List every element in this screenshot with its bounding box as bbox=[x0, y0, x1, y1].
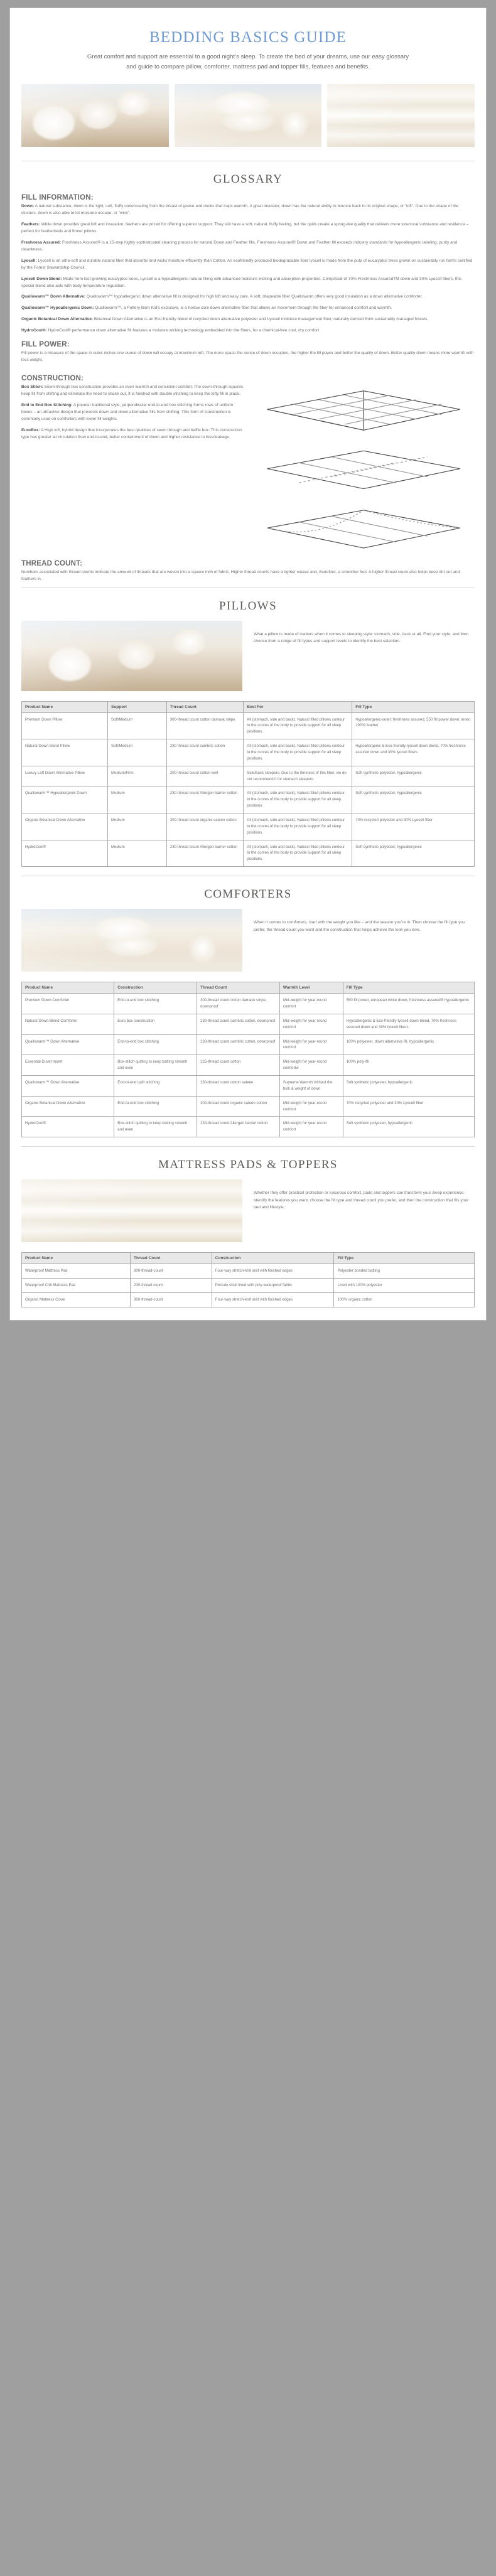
fill-power-text: Fill power is a measure of the space in cubic inches one ounce of down will occupy at maximum loft. The more space the ounce of down occupies, the higher the fill power and better the quality of down. Better quality down means more warmth with less weight. bbox=[21, 351, 474, 363]
table-row bbox=[22, 1117, 475, 1137]
table-row bbox=[22, 1076, 475, 1097]
cell-thread-count: 230-thread count cambric cotton, downproof bbox=[197, 1034, 280, 1055]
divider bbox=[21, 1146, 475, 1147]
pillows-table bbox=[21, 701, 475, 867]
table-header-row bbox=[22, 982, 475, 994]
construction-diagram bbox=[252, 380, 475, 550]
cell-product: Quallowarm™ Down Alternative bbox=[22, 1076, 114, 1097]
term: Quallowarm™ Down Alternative: bbox=[21, 294, 85, 299]
term: Lyocell Down Blend: bbox=[21, 276, 62, 281]
definition: Quallowarm™, a Pottery Barn Kid’s exclusive, is a hollow core down alternative fiber that allows air movement through the fiber for enhanced comfort and warmth. bbox=[94, 306, 392, 311]
cell-product: Luxury Loft Down Alternative Pillow bbox=[22, 766, 108, 786]
column-header: Thread Count bbox=[197, 982, 280, 994]
cell-fill-type: Soft synthetic polyester, hypoallergenic bbox=[352, 840, 475, 867]
table-row bbox=[22, 813, 475, 840]
cell-construction: Percale shell lined with poly-waterproof fabric bbox=[212, 1279, 334, 1293]
cell-best-for: All (stomach, side and back). Natural filled pillows contour to the curves of the body to provide support for all sleep positions. bbox=[244, 712, 352, 739]
cell-support: Medium/Firm bbox=[107, 766, 166, 786]
cell-fill-type: Polyester bonded batting bbox=[334, 1264, 475, 1279]
column-header: Construction bbox=[114, 982, 197, 994]
glossary-title: GLOSSARY bbox=[213, 173, 283, 186]
comforters-table bbox=[21, 982, 475, 1137]
glossary-entry bbox=[21, 427, 244, 441]
column-header: Fill Type bbox=[343, 982, 474, 994]
table-row bbox=[22, 1096, 475, 1117]
comforters-section-photo bbox=[21, 909, 242, 972]
table-row bbox=[22, 840, 475, 867]
table-row bbox=[22, 1279, 475, 1293]
column-header: Best For bbox=[244, 701, 352, 712]
comforters-title: COMFORTERS bbox=[204, 888, 292, 901]
table-row bbox=[22, 1292, 475, 1307]
definition: Sewn-through box construction provides an even warmth and consistent comfort. The sewn-through squares keep fill from shifting and eliminate the need to shake out. It is finished with double stitching to keep the lofty fill in place. bbox=[21, 385, 244, 396]
column-header: Thread Count bbox=[131, 1253, 212, 1264]
table-row bbox=[22, 786, 475, 813]
cell-product: HydroCool® bbox=[22, 840, 108, 867]
page-title: BEDDING BASICS GUIDE bbox=[149, 29, 347, 46]
cell-construction: End-to-end box stitching bbox=[114, 1034, 197, 1055]
cell-product: HydroCool® bbox=[22, 1117, 114, 1137]
thread-count-text: Numbers associated with thread counts indicate the amount of threads that are woven into a square inch of fabric. Higher thread counts have a tighter weave and, therefore, a smoother feel. A higher thread count also helps keep dirt out and feathers in. bbox=[21, 569, 460, 581]
cell-construction: Four-way stretch-knit skirt with finished edges bbox=[212, 1292, 334, 1307]
cell-warmth-level: Mid-weight for year-round comfort bbox=[279, 1034, 343, 1055]
cell-fill-type: Soft synthetic polyester, hypoallergenic bbox=[343, 1117, 474, 1137]
term: HydroCool®: bbox=[21, 328, 47, 333]
cell-fill-type: 70% recycled polyester and 30% Lyocell fiber bbox=[343, 1096, 474, 1117]
glossary-section bbox=[10, 173, 486, 582]
cell-support: Soft/Medium bbox=[107, 739, 166, 766]
cell-thread-count: 230-thread count Allergen barrier cotton bbox=[166, 786, 244, 813]
cell-thread-count: 230-thread count cotton sateen bbox=[197, 1076, 280, 1097]
cell-product: Quallowarm™ Down Alternative bbox=[22, 1034, 114, 1055]
cell-warmth-level: Mid-weight for year-round comfort bbox=[279, 1117, 343, 1137]
table-row bbox=[22, 1014, 475, 1034]
cell-construction: Box-stitch quilting to keep batting smooth and even bbox=[114, 1055, 197, 1076]
term: End to End Box Stitching: bbox=[21, 402, 73, 407]
definition: Freshness Assured® is a 15-step highly sophisticated cleaning process for natural Down and Feather fills. Freshness Assured® Down and Feather fill exceeds industry standards for hypoallergenic labeling, purity and cleanliness. bbox=[21, 240, 458, 252]
term: EuroBox: bbox=[21, 427, 40, 432]
cell-thread-count: 225-thread count cotton bbox=[197, 1055, 280, 1076]
cell-thread-count: 300-thread count organic sateen cotton bbox=[166, 813, 244, 840]
cell-construction: Box-stitch quilting to keep batting smooth and even bbox=[114, 1117, 197, 1137]
document-page bbox=[9, 8, 487, 1321]
cell-warmth-level: Mid-weight for year-round comfort bbox=[279, 994, 343, 1014]
table-row bbox=[22, 739, 475, 766]
pillows-title: PILLOWS bbox=[218, 599, 278, 613]
cell-fill-type: Lined with 100% polyester bbox=[334, 1279, 475, 1293]
glossary-entry bbox=[21, 258, 475, 272]
definition: Botanical Down Alternative is an Eco-friendly blend of recycled down alternative polyester and Lyocell moisture management fiber, naturally derived from sustainably managed forests. bbox=[93, 317, 429, 322]
cell-best-for: All (stomach, side and back). Natural filled pillows contour to the curves of the body to provide support for all sleep positions. bbox=[244, 786, 352, 813]
cell-product: Organic Mattress Cover bbox=[22, 1292, 131, 1307]
cell-thread-count: 300-thread count organic sateen cotton bbox=[197, 1096, 280, 1117]
column-header: Product Name bbox=[22, 701, 108, 712]
cell-product: Premium Down Pillow bbox=[22, 712, 108, 739]
cell-support: Medium bbox=[107, 813, 166, 840]
cell-product: Organic Botanical Down Alternative bbox=[22, 1096, 114, 1117]
cell-construction: Four-way stretch-knit skirt with finished edges bbox=[212, 1264, 334, 1279]
cell-best-for: All (stomach, side and back). Natural filled pillows contour to the curves of the body to provide support for all sleep positions. bbox=[244, 840, 352, 867]
cell-fill-type: Hypoallergenic-outer: freshness assured, 550 fill power down; inner: 100% feather bbox=[352, 712, 475, 739]
cell-thread-count: 200-thread count cotton-twill bbox=[166, 766, 244, 786]
term: Down: bbox=[21, 204, 35, 209]
cell-fill-type: 100% polyester, down alternative fill, hypoallergenic bbox=[343, 1034, 474, 1055]
fill-information-entries bbox=[21, 203, 475, 335]
definition: HydroCool® performance down alternative fill features a moisture wicking technology embedded into the fibers, for a chemical-free cool, dry comfort. bbox=[46, 328, 320, 333]
cell-best-for: All (stomach, side and back). Natural filled pillows contour to the curves of the body to provide support for all sleep positions. bbox=[244, 813, 352, 840]
table-row bbox=[22, 712, 475, 739]
glossary-entry bbox=[21, 316, 475, 323]
glossary-entry bbox=[21, 294, 475, 301]
cell-best-for: Side/back sleepers. Due to the firmness of this fiber, we do not recommend it for stomach sleepers. bbox=[244, 766, 352, 786]
thread-count-heading: THREAD COUNT: bbox=[21, 559, 83, 567]
cell-fill-type: 70% recycled polyester and 30% Lyocell fiber bbox=[352, 813, 475, 840]
glossary-entry bbox=[21, 222, 475, 235]
page-subtitle: Great comfort and support are essential to a good night’s sleep. To create the bed of your dreams, use our easy glossary and guide to compare pillow, comforter, mattress pad and topper fills, features and benefits. bbox=[87, 53, 409, 70]
term: Feathers: bbox=[21, 222, 40, 227]
pillows-section-photo bbox=[21, 621, 242, 691]
table-row bbox=[22, 1264, 475, 1279]
cell-fill-type: 100% poly-fill bbox=[343, 1055, 474, 1076]
column-header: Product Name bbox=[22, 982, 114, 994]
term: Quallowarm™ Hypoallergenic Down: bbox=[21, 306, 94, 311]
cell-product: Waterproof Mattress Pad bbox=[22, 1264, 131, 1279]
cell-warmth-level: Supreme Warmth without the bulk & weight of down bbox=[279, 1076, 343, 1097]
cell-product: Waterproof Crib Mattress Pad bbox=[22, 1279, 131, 1293]
definition: Quallowarm™ hypoallergenic down alternative fill is designed for high loft and easy care. A soft, drapeable fiber Quallowarm offers very good insulation as a down alternative comforter. bbox=[85, 294, 423, 299]
cell-product: Premium Down Comforter bbox=[22, 994, 114, 1014]
cell-warmth-level: Mid-weight for year-round comfort bbox=[279, 1014, 343, 1034]
term: Lyocell: bbox=[21, 258, 37, 263]
definition: A popular traditional style, perpendicular end-to-end box stitching forms rows of uniform boxes – an attractive design that prevents down and down alternative fills from shifting. This form of construction is commonly used on comforters with lower fill weights. bbox=[21, 402, 234, 421]
pillows-section bbox=[10, 599, 486, 867]
cell-fill-type: Soft synthetic polyester, hypoallergenic bbox=[352, 786, 475, 813]
cell-warmth-level: Mid-weight for year-round comfort bbox=[279, 1096, 343, 1117]
construction-heading: CONSTRUCTION: bbox=[21, 375, 84, 383]
cell-thread-count: 300-thread count cotton damask stripe, downproof bbox=[197, 994, 280, 1014]
mattress-table bbox=[21, 1252, 475, 1307]
construction-block bbox=[21, 368, 475, 554]
fill-information-heading: FILL INFORMATION: bbox=[21, 194, 94, 202]
cell-support: Soft/Medium bbox=[107, 712, 166, 739]
column-header: Fill Type bbox=[352, 701, 475, 712]
mattress-section-photo bbox=[21, 1179, 242, 1242]
cell-thread-count: 230-thread count cambric cotton, downproof bbox=[197, 1014, 280, 1034]
column-header: Product Name bbox=[22, 1253, 131, 1264]
cell-product: Essential Duvet Insert bbox=[22, 1055, 114, 1076]
cell-thread-count: 230-thread count Allergen barrier cotton bbox=[166, 840, 244, 867]
cell-thread-count: 230-thread count Allergen barrier cotton bbox=[197, 1117, 280, 1137]
glossary-entry bbox=[21, 328, 475, 335]
definition: Made from fast-growing eucalyptus trees, Lyocell is a hypoallergenic natural filling with advanced moisture wicking and absorption properties. Comprised of 70% Freshness AssuredTM down and 30% Lyocell fibers, this special blend also aids with body temperature regulation. bbox=[21, 276, 462, 288]
comforters-intro: When it comes to comforters, start with the weight you like – and the season you’re in. Then choose the fill type you prefer, the thread count you want and the construction that helps achieve the look you love. bbox=[254, 920, 465, 932]
comforters-photo bbox=[175, 84, 322, 147]
cell-warmth-level: Mid-weight for year-round comfortw bbox=[279, 1055, 343, 1076]
column-header: Fill Type bbox=[334, 1253, 475, 1264]
cell-thread-count: 300-thread count cotton damask stripe bbox=[166, 712, 244, 739]
table-row bbox=[22, 766, 475, 786]
definition: While down provides great loft and insulation, feathers are prized for offering superior support. They still have a soft, natural, fluffy feeling, but the quills create a spring-like quality that delivers more structural substance and resilience – perfect for featherbeds and firmer pillows. bbox=[21, 222, 469, 233]
cell-thread-count: 300-thread-count bbox=[131, 1264, 212, 1279]
cell-fill-type: Soft synthetic polyester, hypoallergenic bbox=[352, 766, 475, 786]
mattress-section bbox=[10, 1158, 486, 1307]
table-header-row bbox=[22, 1253, 475, 1264]
cell-construction: End-to-end box stitching bbox=[114, 1096, 197, 1117]
hero-photo-strip bbox=[10, 84, 486, 147]
mattress-title: MATTRESS PADS & TOPPERS bbox=[158, 1158, 338, 1172]
cell-fill-type: Hypoallergenic & Eco-friendly-lyocell down blend, 70% freshness assured down and 30% lyocell fibers bbox=[343, 1014, 474, 1034]
column-header: Construction bbox=[212, 1253, 334, 1264]
definition: Lyocell is an ultra-soft and durable natural fiber that absorbs and wicks moisture efficiently than Cotton. An ecofriendly produced biodegradable fiber lyocell is made from the pulp of eucalyptus trees grown on sustainably run farms certified by the Forest Stewardship Council. bbox=[21, 258, 473, 270]
table-header-row bbox=[22, 701, 475, 712]
cell-support: Medium bbox=[107, 840, 166, 867]
cell-construction: End-to-end quilt stitching bbox=[114, 1076, 197, 1097]
mattress-pads-photo bbox=[327, 84, 475, 147]
table-row bbox=[22, 1055, 475, 1076]
glossary-entry bbox=[21, 276, 475, 290]
term: Organic Botanical Down Alternative: bbox=[21, 317, 94, 322]
glossary-entry bbox=[21, 203, 475, 217]
glossary-entry bbox=[21, 384, 244, 398]
cell-product: Organic Botanical Down Alternative bbox=[22, 813, 108, 840]
cell-construction: End-to-end box stitching bbox=[114, 994, 197, 1014]
pillows-photo bbox=[21, 84, 169, 147]
column-header: Thread Count bbox=[166, 701, 244, 712]
column-header: Warmth Level bbox=[279, 982, 343, 994]
mattress-intro: Whether they offer practical protection or luxurious comfort, pads and toppers can transform your sleep experience. Identify the features you want, choose the fill type and thread count you prefer, and then the construction that fits your bed and lifestyle. bbox=[254, 1191, 469, 1210]
cell-fill-type: 550 fill power, european white down, freshness assured® hypoallergenic bbox=[343, 994, 474, 1014]
column-header: Support bbox=[107, 701, 166, 712]
cell-product: Quallowarm™ Hypoallergenic Down bbox=[22, 786, 108, 813]
cell-best-for: All (stomach, side and back). Natural filled pillows contour to the curves of the body to provide support for all sleep positions. bbox=[244, 739, 352, 766]
term: Box Stitch: bbox=[21, 385, 43, 390]
table-row bbox=[22, 1034, 475, 1055]
cell-thread-count: 300-thread-count bbox=[131, 1292, 212, 1307]
definition: A High loft, hybrid design that incorporates the best qualities of sewn through and baffle box. This construction type has greater air circulation than end-to-end, better containment of down and higher resistance to loss/leakage. bbox=[21, 427, 242, 439]
comforters-section bbox=[10, 888, 486, 1137]
term: Freshness Assured: bbox=[21, 240, 62, 245]
cell-thread-count: 230-thread count cambric cotton bbox=[166, 739, 244, 766]
glossary-entry bbox=[21, 240, 475, 254]
cell-product: Natural Down-Blend Comforter bbox=[22, 1014, 114, 1034]
glossary-entry bbox=[21, 305, 475, 312]
cell-fill-type: 100% organic cotton bbox=[334, 1292, 475, 1307]
cell-product: Natural Down-blend Pillow bbox=[22, 739, 108, 766]
glossary-entry bbox=[21, 402, 244, 423]
cell-fill-type: Hypoallergenic & Eco-friendly-lyocell down blend, 70% freshness assured down and 30% lyocell fibers bbox=[352, 739, 475, 766]
definition: A natural substance, down is the light, soft, fluffy undercoating from the breast of geese and ducks that traps warmth. A great insulator, down has the natural ability to bounce back to its original shape, or ”loft”. Due to the shape of the clusters, down is also able to let moisture escape, or ”wick”. bbox=[21, 204, 459, 215]
cell-fill-type: Soft synthetic polyester, hypoallergenic bbox=[343, 1076, 474, 1097]
cell-construction: Euro box construction bbox=[114, 1014, 197, 1034]
cell-thread-count: 230-thread count bbox=[131, 1279, 212, 1293]
cell-support: Medium bbox=[107, 786, 166, 813]
pillows-intro: What a pillow is made of matters when it comes to sleeping style: stomach, side, back or all. Find your style, and then choose from a range of fill types and support levels to identify the best selection. bbox=[254, 631, 469, 644]
fill-power-heading: FILL POWER: bbox=[21, 341, 70, 349]
table-row bbox=[22, 994, 475, 1014]
